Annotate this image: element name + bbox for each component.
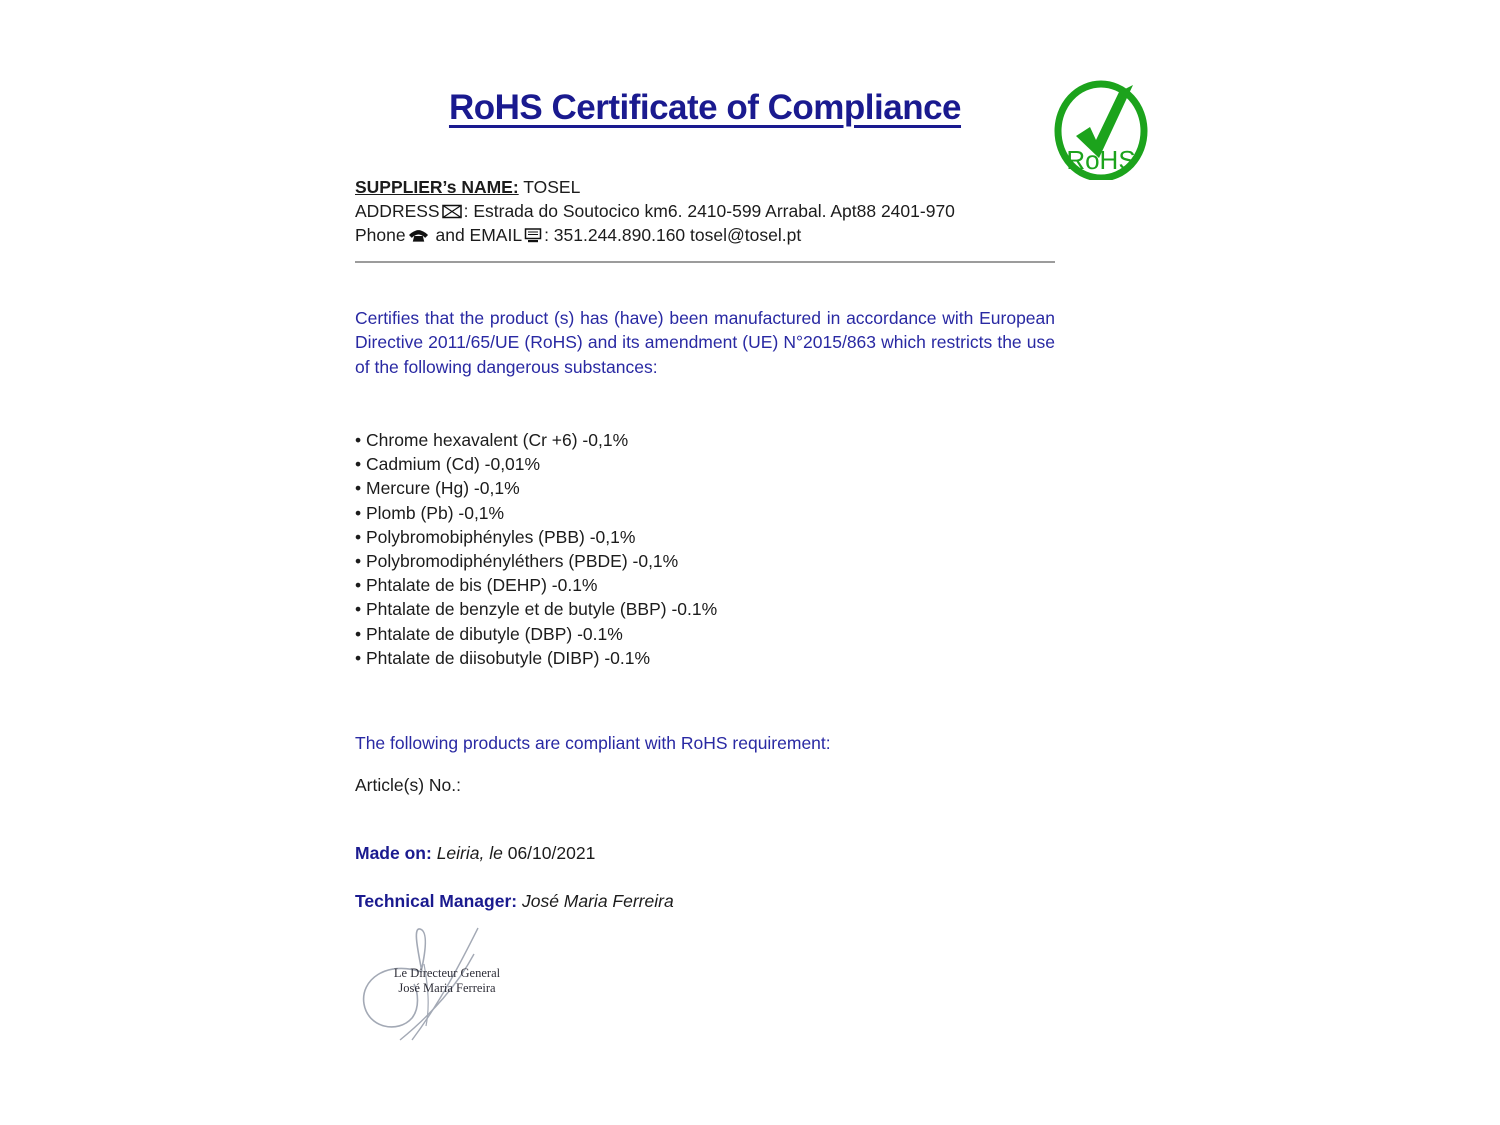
rohs-logo-graphic xyxy=(1053,80,1149,180)
supplier-contact-line xyxy=(355,223,955,247)
technical-manager-label: Technical Manager: xyxy=(355,891,518,911)
substance-item: • Phtalate de dibutyle (DBP) -0.1% xyxy=(355,622,717,646)
contact-value: : 351.244.890.160 tosel@tosel.pt xyxy=(544,225,802,245)
made-on-label: Made on: xyxy=(355,843,432,863)
substance-item: • Cadmium (Cd) -0,01% xyxy=(355,452,717,476)
made-on-date: 06/10/2021 xyxy=(507,843,596,863)
page-title-text: RoHS Certificate of Compliance xyxy=(448,88,962,127)
rohs-logo-label: RoHS xyxy=(1066,145,1136,175)
phone-label: Phone xyxy=(355,225,406,245)
substance-item: • Polybromodiphényléthers (PBDE) -0,1% xyxy=(355,549,717,573)
envelope-icon xyxy=(442,204,462,219)
supplier-name-value: TOSEL xyxy=(523,177,581,197)
supplier-info xyxy=(355,175,955,247)
signature-stamp-line2: José Maria Ferreira xyxy=(398,981,496,995)
email-label: and EMAIL xyxy=(435,225,523,245)
section-divider xyxy=(355,261,1055,263)
substance-item: • Mercure (Hg) -0,1% xyxy=(355,476,717,500)
rohs-logo xyxy=(1053,80,1149,180)
signature-stamp xyxy=(372,966,522,996)
substance-item: • Plomb (Pb) -0,1% xyxy=(355,501,717,525)
articles-label: Article(s) No.: xyxy=(355,775,461,795)
address-value: : Estrada do Soutocico km6. 2410-599 Arrabal. Apt88 2401-970 xyxy=(463,201,955,221)
technical-manager-name: José Maria Ferreira xyxy=(521,891,674,911)
made-on-line xyxy=(355,843,595,864)
substance-item: • Chrome hexavalent (Cr +6) -0,1% xyxy=(355,428,717,452)
supplier-name-label: SUPPLIER’s NAME: xyxy=(355,177,519,197)
substance-item: • Phtalate de diisobutyle (DIBP) -0.1% xyxy=(355,646,717,670)
computer-icon xyxy=(524,228,542,243)
compliance-statement: The following products are compliant with RoHS requirement: xyxy=(355,733,831,753)
technical-manager-line xyxy=(355,891,674,912)
signature-stamp-line1: Le Directeur General xyxy=(393,966,501,980)
supplier-address-line xyxy=(355,199,955,223)
certification-paragraph: Certifies that the product (s) has (have) been manufactured in accordance with European Directive 2011/65/UE (RoHS) and its amendment (UE) N°2015/863 which restricts the use of the following dangerous substances: xyxy=(355,308,1055,377)
made-on-place: Leiria, le xyxy=(436,843,503,863)
phone-icon xyxy=(408,227,429,243)
substance-item: • Phtalate de bis (DEHP) -0.1% xyxy=(355,573,717,597)
supplier-name-line xyxy=(355,175,955,199)
substance-item: • Polybromobiphényles (PBB) -0,1% xyxy=(355,525,717,549)
substances-list xyxy=(355,428,717,670)
substance-item: • Phtalate de benzyle et de butyle (BBP) -0.1% xyxy=(355,597,717,621)
address-label: ADDRESS xyxy=(355,201,440,221)
page-title xyxy=(355,88,1055,128)
